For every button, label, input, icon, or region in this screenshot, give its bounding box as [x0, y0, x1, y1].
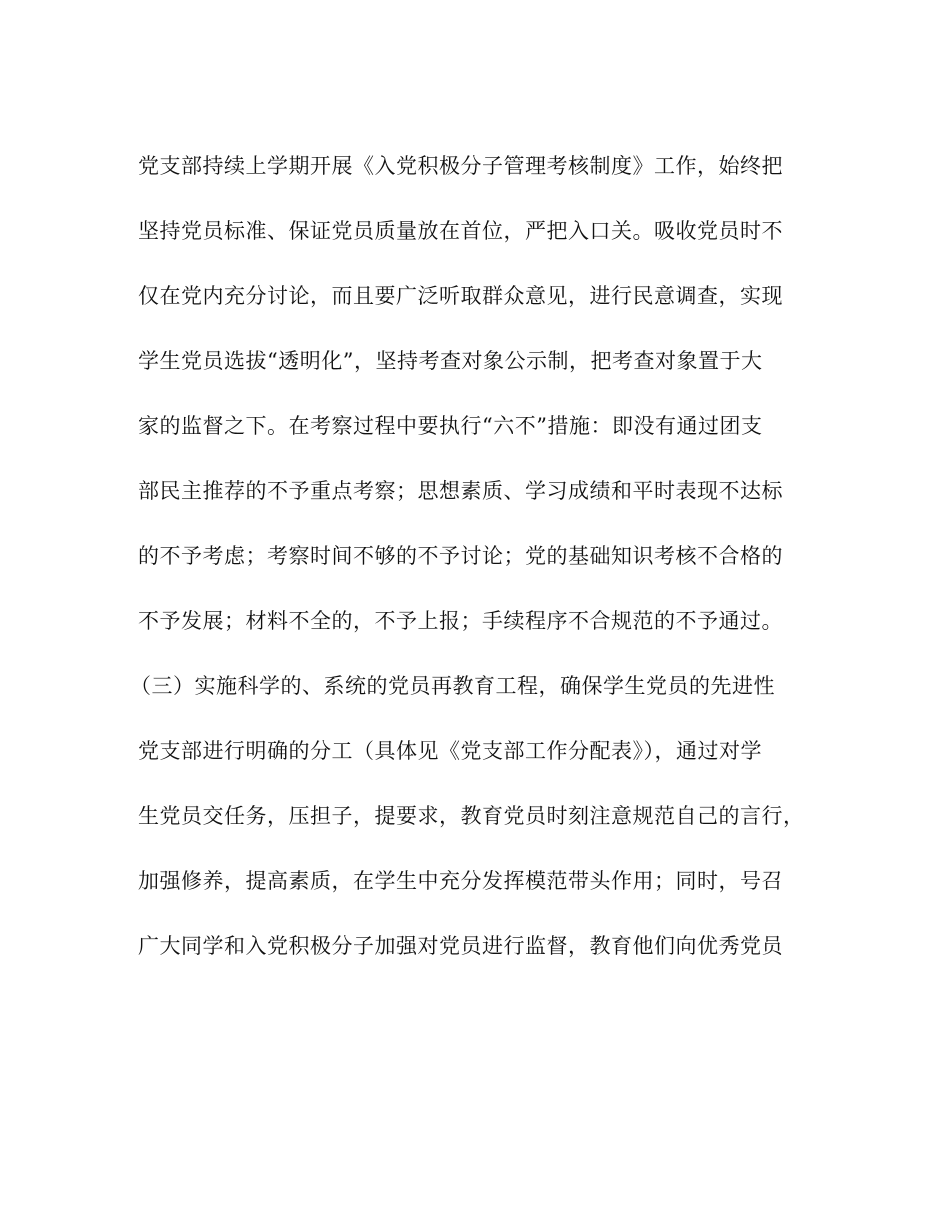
paragraph-line: 学生党员选拔“透明化”，坚持考查对象公示制，把考查对象置于大	[138, 349, 763, 373]
paragraph-line: 部民主推荐的不予重点考察；思想素质、学习成绩和平时表现不达标	[138, 479, 783, 503]
paragraph-line: 的不予考虑；考察时间不够的不予讨论；党的基础知识考核不合格的	[138, 544, 783, 568]
paragraph-line: 党支部进行明确的分工（具体见《党支部工作分配表》），通过对学	[138, 739, 762, 763]
paragraph-line: 生党员交任务，压担子，提要求，教育党员时刻注意规范自己的言行，	[138, 804, 805, 828]
paragraph-line: 仅在党内充分讨论，而且要广泛听取群众意见，进行民意调查，实现	[138, 284, 783, 308]
paragraph-line: 家的监督之下。在考察过程中要执行“六不”措施：即没有通过团支	[138, 414, 763, 438]
paragraph-line: 广大同学和入党积极分子加强对党员进行监督，教育他们向优秀党员	[138, 934, 783, 958]
paragraph-line: 党支部持续上学期开展《入党积极分子管理考核制度》工作，始终把	[138, 154, 783, 178]
section-heading-line: （三）实施科学的、系统的党员再教育工程，确保学生党员的先进性	[130, 674, 775, 698]
paragraph-line: 坚持党员标准、保证党员质量放在首位，严把入口关。吸收党员时不	[138, 219, 783, 243]
paragraph-line: 不予发展；材料不全的，不予上报；手续程序不合规范的不予通过。	[138, 609, 783, 633]
paragraph-line: 加强修养，提高素质，在学生中充分发挥模范带头作用；同时，号召	[138, 869, 783, 893]
document-body	[130, 140, 818, 985]
